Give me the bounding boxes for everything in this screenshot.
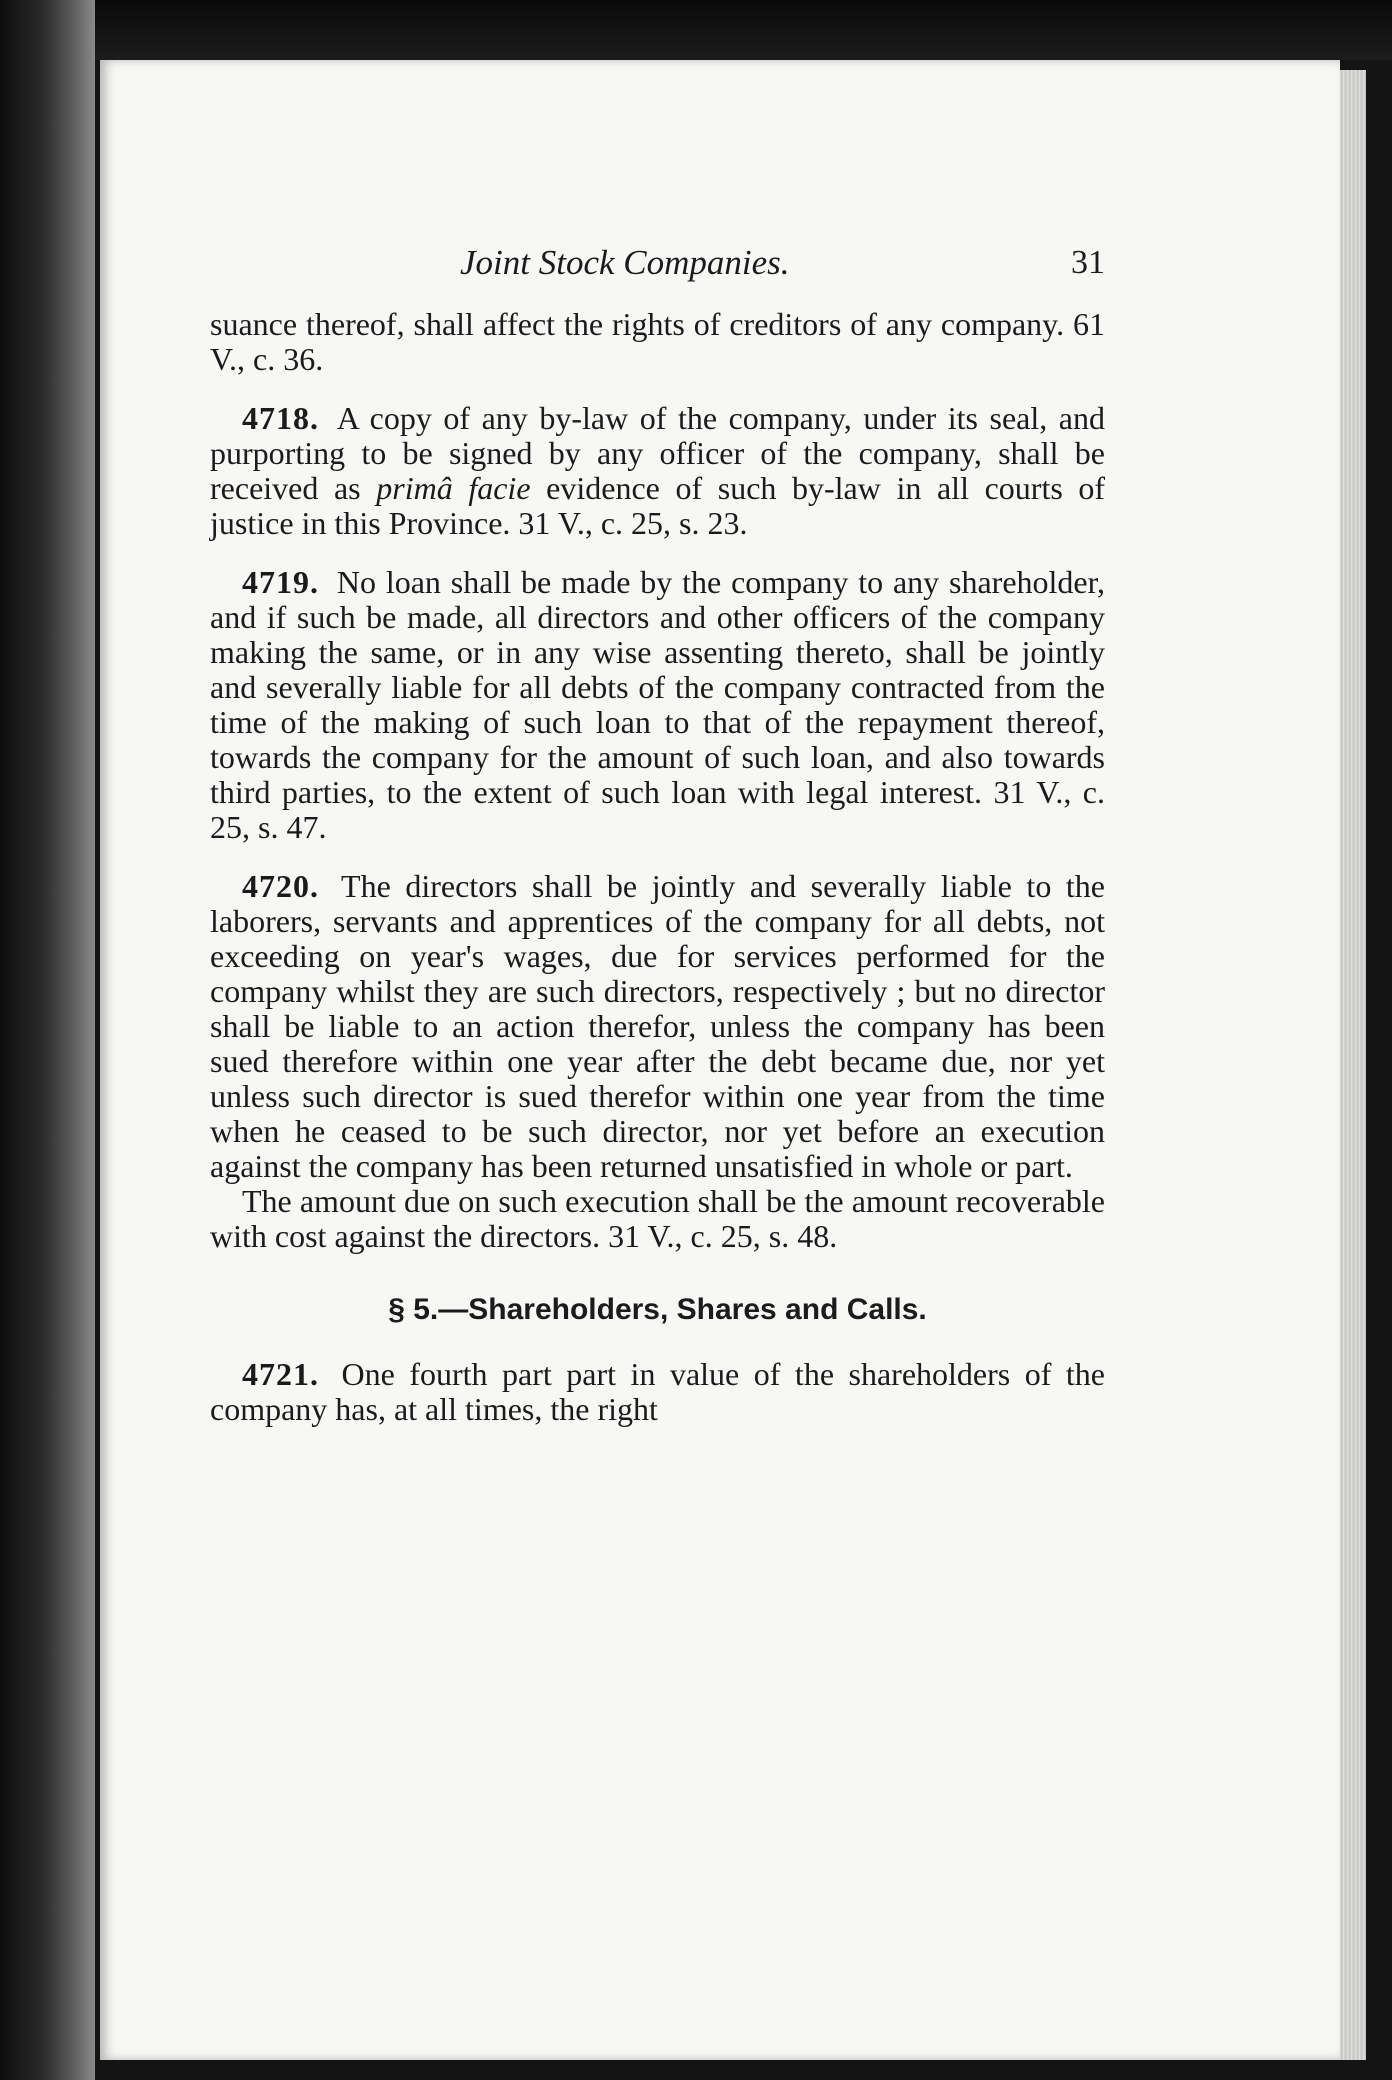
- page-stack-edge: [1340, 70, 1366, 2060]
- article-number: 4721.: [242, 1356, 319, 1392]
- article-number: 4718.: [242, 400, 319, 436]
- article-4721: [210, 1357, 1105, 1427]
- section-heading: § 5.—Shareholders, Shares and Calls.: [388, 1293, 927, 1326]
- page-content: [210, 245, 1105, 1451]
- italic-phrase: primâ facie: [376, 470, 531, 506]
- paragraph-continuation: [210, 307, 1105, 377]
- paragraph-text: A copy of any by-law of the company, under its seal, and purporting to be signed by any officer of the company, shall be received as: [210, 400, 1106, 506]
- running-title: Joint Stock Companies.: [460, 243, 790, 282]
- running-header: [210, 245, 1105, 289]
- paragraph-text: suance thereof, shall affect the rights of creditors of any company. 61 V., c. 36.: [210, 306, 1105, 377]
- page-sheet: [100, 60, 1340, 2060]
- paragraph-text: The amount due on such execution shall be the amount recoverable with cost against the directors. 31 V., c. 25, s. 48.: [210, 1183, 1105, 1254]
- paragraph-text: One fourth part part in value of the shareholders of the company has, at all times, the right: [210, 1356, 1106, 1427]
- article-4719: [210, 565, 1105, 845]
- paragraph-text: evidence of such by-law in all courts of justice in this Province. 31 V., c. 25, s. 23.: [210, 470, 1106, 541]
- paragraph-text: The directors shall be jointly and severally liable to the laborers, servants and apprentices of the company for all debts, not exceeding on year's wages, due for services performed for the company whilst they are such directors, respectively ; but no director shall be liable to an action therefor, unless the company has been sued therefore within one year after the debt became due, nor yet unless such director is sued therefor within one year from the time when he ceased to be such director, nor yet before an execution against the company has been returned unsatisfied in whole or part.: [210, 868, 1106, 1184]
- scan-top-border: [0, 0, 1392, 60]
- article-number: 4719.: [242, 564, 319, 600]
- page-number: 31: [1071, 244, 1105, 281]
- article-4720: [210, 869, 1105, 1184]
- article-4718: [210, 401, 1105, 541]
- book-spine-edge: [0, 0, 95, 2080]
- paragraph-text: No loan shall be made by the company to any shareholder, and if such be made, all directors and other officers of the company making the same, or in any wise assenting thereto, shall be jointly and severally liable for all debts of the company contracted from the time of the making of such loan to that of the repayment thereof, towards the company for the amount of such loan, and also towards third parties, to the extent of such loan with legal interest. 31 V., c. 25, s. 47.: [210, 564, 1106, 845]
- article-4720-continuation: [210, 1184, 1105, 1254]
- article-number: 4720.: [242, 868, 319, 904]
